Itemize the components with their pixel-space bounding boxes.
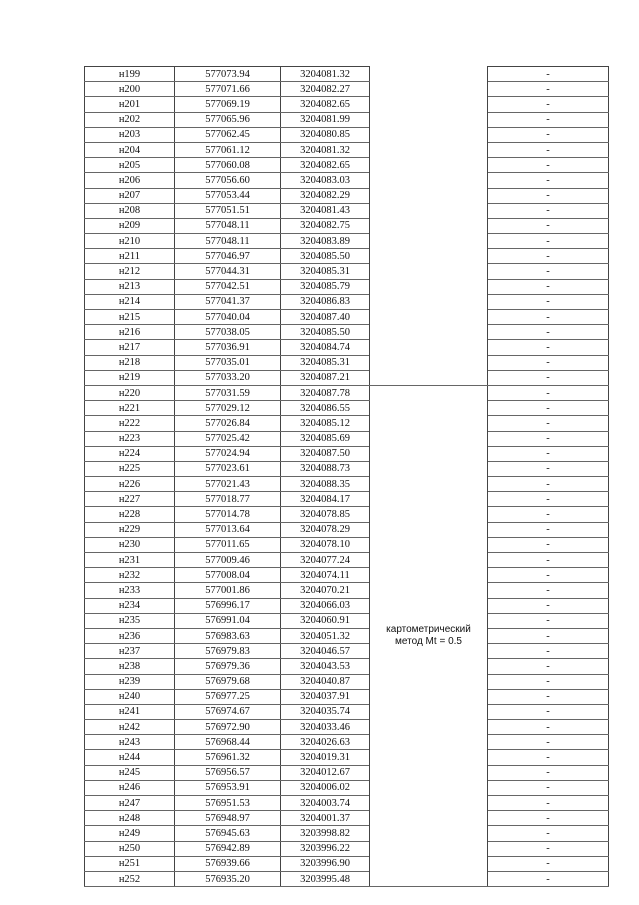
y-coordinate-cell: 3204088.73 — [281, 461, 370, 476]
point-id-cell: н216 — [85, 325, 175, 340]
y-coordinate-cell: 3204012.67 — [281, 765, 370, 780]
table-row — [85, 553, 609, 568]
x-coordinate-cell: 577018.77 — [175, 492, 281, 507]
x-coordinate-cell: 577026.84 — [175, 416, 281, 431]
y-coordinate-cell: 3204084.17 — [281, 492, 370, 507]
x-coordinate-cell: 577061.12 — [175, 142, 281, 157]
point-id-cell: н209 — [85, 218, 175, 233]
x-coordinate-cell: 576948.97 — [175, 811, 281, 826]
x-coordinate-cell: 577073.94 — [175, 67, 281, 82]
point-id-cell: н214 — [85, 294, 175, 309]
x-coordinate-cell: 577065.96 — [175, 112, 281, 127]
y-coordinate-cell: 3203998.82 — [281, 826, 370, 841]
x-coordinate-cell: 576996.17 — [175, 598, 281, 613]
table-row — [85, 355, 609, 370]
x-coordinate-cell: 577009.46 — [175, 553, 281, 568]
table-row — [85, 750, 609, 765]
point-id-cell: н226 — [85, 477, 175, 492]
y-coordinate-cell: 3204040.87 — [281, 674, 370, 689]
x-coordinate-cell: 576977.25 — [175, 689, 281, 704]
table-row — [85, 67, 609, 82]
y-coordinate-cell: 3204082.29 — [281, 188, 370, 203]
point-id-cell: н244 — [85, 750, 175, 765]
accuracy-dash-cell: - — [488, 340, 609, 355]
accuracy-dash-cell: - — [488, 811, 609, 826]
table-row — [85, 340, 609, 355]
x-coordinate-cell: 577014.78 — [175, 507, 281, 522]
table-row — [85, 431, 609, 446]
x-coordinate-cell: 577025.42 — [175, 431, 281, 446]
y-coordinate-cell: 3204083.03 — [281, 173, 370, 188]
point-id-cell: н243 — [85, 735, 175, 750]
x-coordinate-cell: 577001.86 — [175, 583, 281, 598]
y-coordinate-cell: 3204037.91 — [281, 689, 370, 704]
point-id-cell: н218 — [85, 355, 175, 370]
accuracy-dash-cell: - — [488, 173, 609, 188]
accuracy-dash-cell: - — [488, 401, 609, 416]
y-coordinate-cell: 3204085.50 — [281, 325, 370, 340]
coordinates-table — [84, 66, 609, 887]
x-coordinate-cell: 576939.66 — [175, 856, 281, 871]
x-coordinate-cell: 577023.61 — [175, 461, 281, 476]
table-row — [85, 385, 609, 400]
y-coordinate-cell: 3203996.22 — [281, 841, 370, 856]
accuracy-dash-cell: - — [488, 203, 609, 218]
table-row — [85, 158, 609, 173]
y-coordinate-cell: 3204060.91 — [281, 613, 370, 628]
y-coordinate-cell: 3204006.02 — [281, 780, 370, 795]
table-row — [85, 112, 609, 127]
point-id-cell: н212 — [85, 264, 175, 279]
x-coordinate-cell: 577008.04 — [175, 568, 281, 583]
point-id-cell: н201 — [85, 97, 175, 112]
x-coordinate-cell: 577035.01 — [175, 355, 281, 370]
y-coordinate-cell: 3204051.32 — [281, 628, 370, 643]
y-coordinate-cell: 3204087.78 — [281, 385, 370, 400]
y-coordinate-cell: 3204085.69 — [281, 431, 370, 446]
table-row — [85, 294, 609, 309]
point-id-cell: н240 — [85, 689, 175, 704]
x-coordinate-cell: 577042.51 — [175, 279, 281, 294]
y-coordinate-cell: 3204081.99 — [281, 112, 370, 127]
point-id-cell: н213 — [85, 279, 175, 294]
x-coordinate-cell: 576951.53 — [175, 796, 281, 811]
x-coordinate-cell: 576983.63 — [175, 628, 281, 643]
point-id-cell: н205 — [85, 158, 175, 173]
table-row — [85, 841, 609, 856]
accuracy-dash-cell: - — [488, 416, 609, 431]
x-coordinate-cell: 577021.43 — [175, 477, 281, 492]
point-id-cell: н207 — [85, 188, 175, 203]
table-row — [85, 613, 609, 628]
table-row — [85, 203, 609, 218]
point-id-cell: н237 — [85, 644, 175, 659]
y-coordinate-cell: 3204070.21 — [281, 583, 370, 598]
table-row — [85, 234, 609, 249]
point-id-cell: н203 — [85, 127, 175, 142]
y-coordinate-cell: 3204082.65 — [281, 97, 370, 112]
point-id-cell: н231 — [85, 553, 175, 568]
accuracy-dash-cell: - — [488, 720, 609, 735]
point-id-cell: н251 — [85, 856, 175, 871]
x-coordinate-cell: 577036.91 — [175, 340, 281, 355]
x-coordinate-cell: 577044.31 — [175, 264, 281, 279]
x-coordinate-cell: 577046.97 — [175, 249, 281, 264]
table-row — [85, 370, 609, 385]
table-row — [85, 401, 609, 416]
accuracy-dash-cell: - — [488, 158, 609, 173]
x-coordinate-cell: 577051.51 — [175, 203, 281, 218]
accuracy-dash-cell: - — [488, 294, 609, 309]
method-cell-upper — [370, 67, 488, 386]
accuracy-dash-cell: - — [488, 628, 609, 643]
table-row — [85, 765, 609, 780]
table-row — [85, 279, 609, 294]
table-row — [85, 522, 609, 537]
x-coordinate-cell: 576991.04 — [175, 613, 281, 628]
accuracy-dash-cell: - — [488, 522, 609, 537]
table-row — [85, 704, 609, 719]
point-id-cell: н229 — [85, 522, 175, 537]
accuracy-dash-cell: - — [488, 583, 609, 598]
accuracy-dash-cell: - — [488, 97, 609, 112]
table-row — [85, 446, 609, 461]
accuracy-dash-cell: - — [488, 310, 609, 325]
accuracy-dash-cell: - — [488, 871, 609, 886]
method-note-line-1: картометрический — [386, 624, 471, 636]
accuracy-dash-cell: - — [488, 279, 609, 294]
x-coordinate-cell: 576961.32 — [175, 750, 281, 765]
accuracy-dash-cell: - — [488, 613, 609, 628]
table-row — [85, 537, 609, 552]
table-row — [85, 477, 609, 492]
x-coordinate-cell: 576942.89 — [175, 841, 281, 856]
table-row — [85, 796, 609, 811]
point-id-cell: н225 — [85, 461, 175, 476]
point-id-cell: н230 — [85, 537, 175, 552]
y-coordinate-cell: 3204085.31 — [281, 355, 370, 370]
x-coordinate-cell: 577053.44 — [175, 188, 281, 203]
accuracy-dash-cell: - — [488, 856, 609, 871]
accuracy-dash-cell: - — [488, 477, 609, 492]
table-row — [85, 461, 609, 476]
table-row — [85, 826, 609, 841]
accuracy-dash-cell: - — [488, 127, 609, 142]
y-coordinate-cell: 3204033.46 — [281, 720, 370, 735]
x-coordinate-cell: 576974.67 — [175, 704, 281, 719]
accuracy-dash-cell: - — [488, 355, 609, 370]
point-id-cell: н238 — [85, 659, 175, 674]
y-coordinate-cell: 3204001.37 — [281, 811, 370, 826]
table-row — [85, 218, 609, 233]
y-coordinate-cell: 3204078.29 — [281, 522, 370, 537]
accuracy-dash-cell: - — [488, 735, 609, 750]
table-row — [85, 142, 609, 157]
y-coordinate-cell: 3204082.75 — [281, 218, 370, 233]
table-row — [85, 507, 609, 522]
table-row — [85, 871, 609, 886]
table-row — [85, 568, 609, 583]
accuracy-dash-cell: - — [488, 82, 609, 97]
accuracy-dash-cell: - — [488, 796, 609, 811]
table-row — [85, 735, 609, 750]
table-row — [85, 811, 609, 826]
point-id-cell: н227 — [85, 492, 175, 507]
table-row — [85, 720, 609, 735]
accuracy-dash-cell: - — [488, 385, 609, 400]
x-coordinate-cell: 577069.19 — [175, 97, 281, 112]
accuracy-dash-cell: - — [488, 826, 609, 841]
accuracy-dash-cell: - — [488, 112, 609, 127]
table-row — [85, 188, 609, 203]
x-coordinate-cell: 577062.45 — [175, 127, 281, 142]
accuracy-dash-cell: - — [488, 841, 609, 856]
table-row — [85, 325, 609, 340]
y-coordinate-cell: 3204035.74 — [281, 704, 370, 719]
accuracy-dash-cell: - — [488, 461, 609, 476]
point-id-cell: н222 — [85, 416, 175, 431]
x-coordinate-cell: 577029.12 — [175, 401, 281, 416]
point-id-cell: н220 — [85, 385, 175, 400]
accuracy-dash-cell: - — [488, 234, 609, 249]
y-coordinate-cell: 3204085.79 — [281, 279, 370, 294]
point-id-cell: н200 — [85, 82, 175, 97]
point-id-cell: н219 — [85, 370, 175, 385]
point-id-cell: н211 — [85, 249, 175, 264]
x-coordinate-cell: 576968.44 — [175, 735, 281, 750]
point-id-cell: н221 — [85, 401, 175, 416]
table-row — [85, 492, 609, 507]
accuracy-dash-cell: - — [488, 644, 609, 659]
y-coordinate-cell: 3204082.65 — [281, 158, 370, 173]
accuracy-dash-cell: - — [488, 264, 609, 279]
x-coordinate-cell: 577056.60 — [175, 173, 281, 188]
table-row — [85, 82, 609, 97]
y-coordinate-cell: 3204003.74 — [281, 796, 370, 811]
accuracy-dash-cell: - — [488, 325, 609, 340]
x-coordinate-cell: 577048.11 — [175, 234, 281, 249]
point-id-cell: н234 — [85, 598, 175, 613]
y-coordinate-cell: 3204087.40 — [281, 310, 370, 325]
accuracy-dash-cell: - — [488, 750, 609, 765]
table-row — [85, 416, 609, 431]
point-id-cell: н245 — [85, 765, 175, 780]
point-id-cell: н228 — [85, 507, 175, 522]
y-coordinate-cell: 3204082.27 — [281, 82, 370, 97]
point-id-cell: н236 — [85, 628, 175, 643]
accuracy-dash-cell: - — [488, 780, 609, 795]
table-row — [85, 689, 609, 704]
point-id-cell: н215 — [85, 310, 175, 325]
x-coordinate-cell: 577024.94 — [175, 446, 281, 461]
y-coordinate-cell: 3204019.31 — [281, 750, 370, 765]
point-id-cell: н206 — [85, 173, 175, 188]
y-coordinate-cell: 3204080.85 — [281, 127, 370, 142]
point-id-cell: н208 — [85, 203, 175, 218]
point-id-cell: н224 — [85, 446, 175, 461]
point-id-cell: н202 — [85, 112, 175, 127]
y-coordinate-cell: 3203996.90 — [281, 856, 370, 871]
accuracy-dash-cell: - — [488, 218, 609, 233]
y-coordinate-cell: 3204083.89 — [281, 234, 370, 249]
point-id-cell: н252 — [85, 871, 175, 886]
point-id-cell: н246 — [85, 780, 175, 795]
accuracy-dash-cell: - — [488, 598, 609, 613]
coordinates-table-body — [85, 67, 609, 887]
y-coordinate-cell: 3204046.57 — [281, 644, 370, 659]
y-coordinate-cell: 3204085.12 — [281, 416, 370, 431]
accuracy-dash-cell: - — [488, 659, 609, 674]
point-id-cell: н204 — [85, 142, 175, 157]
table-row — [85, 856, 609, 871]
accuracy-dash-cell: - — [488, 689, 609, 704]
table-row — [85, 780, 609, 795]
y-coordinate-cell: 3204086.55 — [281, 401, 370, 416]
y-coordinate-cell: 3204087.50 — [281, 446, 370, 461]
accuracy-dash-cell: - — [488, 446, 609, 461]
table-row — [85, 264, 609, 279]
point-id-cell: н248 — [85, 811, 175, 826]
point-id-cell: н217 — [85, 340, 175, 355]
accuracy-dash-cell: - — [488, 370, 609, 385]
point-id-cell: н239 — [85, 674, 175, 689]
accuracy-dash-cell: - — [488, 704, 609, 719]
point-id-cell: н232 — [85, 568, 175, 583]
y-coordinate-cell: 3204088.35 — [281, 477, 370, 492]
table-row — [85, 173, 609, 188]
x-coordinate-cell: 577011.65 — [175, 537, 281, 552]
accuracy-dash-cell: - — [488, 568, 609, 583]
y-coordinate-cell: 3204087.21 — [281, 370, 370, 385]
y-coordinate-cell: 3204043.53 — [281, 659, 370, 674]
point-id-cell: н250 — [85, 841, 175, 856]
table-row — [85, 674, 609, 689]
table-row — [85, 249, 609, 264]
x-coordinate-cell: 576979.83 — [175, 644, 281, 659]
x-coordinate-cell: 577041.37 — [175, 294, 281, 309]
point-id-cell: н235 — [85, 613, 175, 628]
accuracy-dash-cell: - — [488, 142, 609, 157]
accuracy-dash-cell: - — [488, 492, 609, 507]
point-id-cell: н249 — [85, 826, 175, 841]
method-note-line-2: метод Mt = 0.5 — [395, 636, 462, 648]
table-row — [85, 127, 609, 142]
x-coordinate-cell: 577071.66 — [175, 82, 281, 97]
y-coordinate-cell: 3204074.11 — [281, 568, 370, 583]
table-row — [85, 644, 609, 659]
x-coordinate-cell: 576972.90 — [175, 720, 281, 735]
x-coordinate-cell: 577031.59 — [175, 385, 281, 400]
x-coordinate-cell: 577040.04 — [175, 310, 281, 325]
y-coordinate-cell: 3204081.43 — [281, 203, 370, 218]
x-coordinate-cell: 577060.08 — [175, 158, 281, 173]
accuracy-dash-cell: - — [488, 188, 609, 203]
x-coordinate-cell: 576935.20 — [175, 871, 281, 886]
accuracy-dash-cell: - — [488, 674, 609, 689]
y-coordinate-cell: 3204085.50 — [281, 249, 370, 264]
y-coordinate-cell: 3204081.32 — [281, 67, 370, 82]
x-coordinate-cell: 577033.20 — [175, 370, 281, 385]
accuracy-dash-cell: - — [488, 431, 609, 446]
y-coordinate-cell: 3204078.10 — [281, 537, 370, 552]
accuracy-dash-cell: - — [488, 67, 609, 82]
x-coordinate-cell: 576953.91 — [175, 780, 281, 795]
y-coordinate-cell: 3204084.74 — [281, 340, 370, 355]
y-coordinate-cell: 3204086.83 — [281, 294, 370, 309]
point-id-cell: н242 — [85, 720, 175, 735]
point-id-cell: н210 — [85, 234, 175, 249]
point-id-cell: н241 — [85, 704, 175, 719]
table-row — [85, 659, 609, 674]
y-coordinate-cell: 3204026.63 — [281, 735, 370, 750]
point-id-cell: н233 — [85, 583, 175, 598]
y-coordinate-cell: 3203995.48 — [281, 871, 370, 886]
accuracy-dash-cell: - — [488, 537, 609, 552]
table-row — [85, 310, 609, 325]
accuracy-dash-cell: - — [488, 507, 609, 522]
x-coordinate-cell: 577013.64 — [175, 522, 281, 537]
table-row — [85, 97, 609, 112]
table-row — [85, 628, 609, 643]
y-coordinate-cell: 3204081.32 — [281, 142, 370, 157]
x-coordinate-cell: 576979.68 — [175, 674, 281, 689]
accuracy-dash-cell: - — [488, 765, 609, 780]
y-coordinate-cell: 3204078.85 — [281, 507, 370, 522]
accuracy-dash-cell: - — [488, 553, 609, 568]
y-coordinate-cell: 3204085.31 — [281, 264, 370, 279]
x-coordinate-cell: 576956.57 — [175, 765, 281, 780]
x-coordinate-cell: 577048.11 — [175, 218, 281, 233]
y-coordinate-cell: 3204066.03 — [281, 598, 370, 613]
table-row — [85, 583, 609, 598]
x-coordinate-cell: 576945.63 — [175, 826, 281, 841]
x-coordinate-cell: 577038.05 — [175, 325, 281, 340]
point-id-cell: н223 — [85, 431, 175, 446]
y-coordinate-cell: 3204077.24 — [281, 553, 370, 568]
x-coordinate-cell: 576979.36 — [175, 659, 281, 674]
point-id-cell: н199 — [85, 67, 175, 82]
method-note-cell — [370, 385, 488, 886]
point-id-cell: н247 — [85, 796, 175, 811]
table-row — [85, 598, 609, 613]
accuracy-dash-cell: - — [488, 249, 609, 264]
